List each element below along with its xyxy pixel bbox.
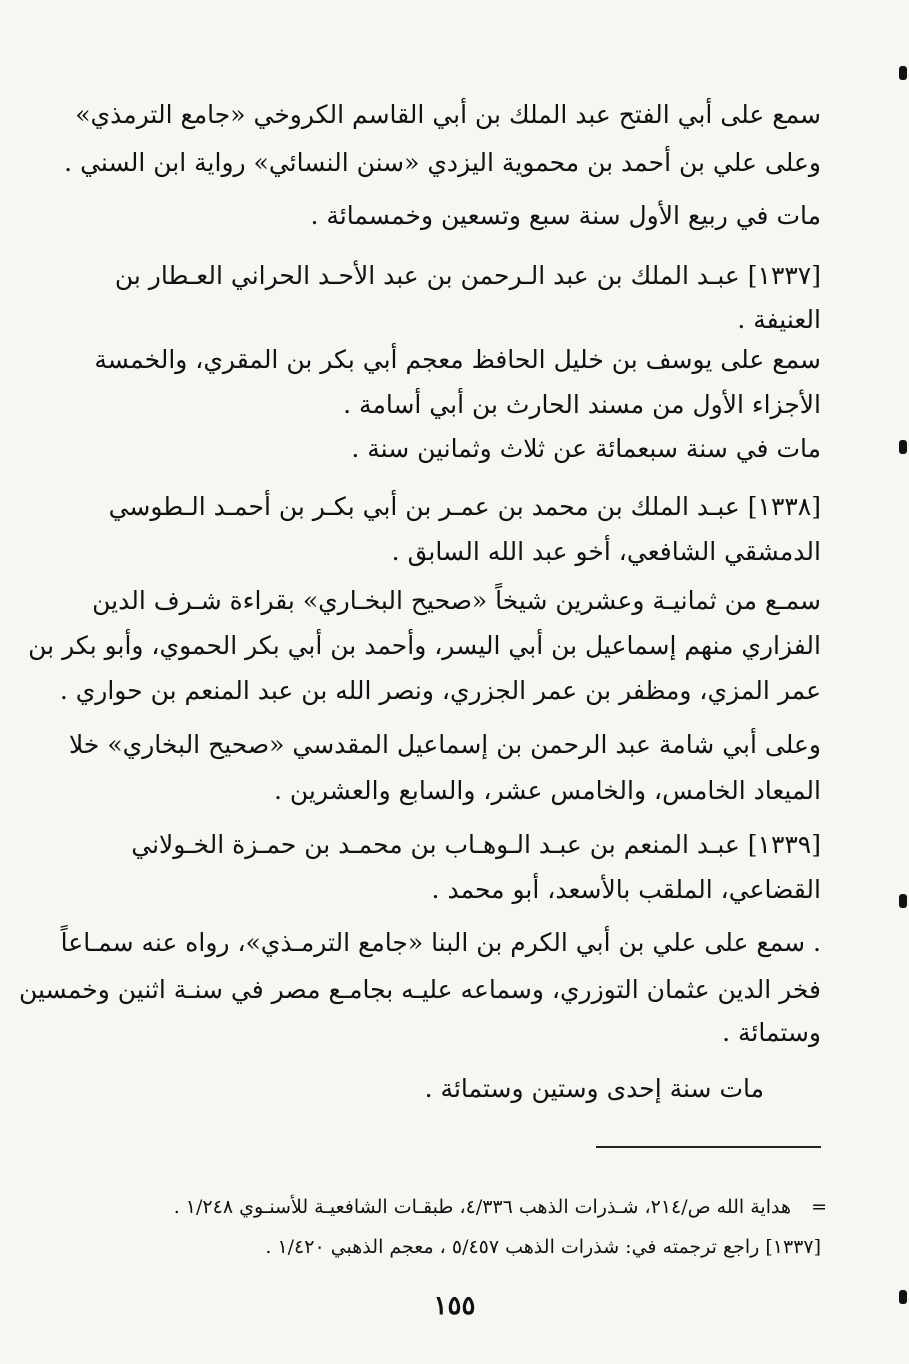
scan-edge-mark [899,894,907,908]
footnote-separator [596,1146,821,1148]
text-line: عمر المزي، ومظفر بن عمر الجزري، ونصر الله بن عبد المنعم بن حواري . [59,676,821,705]
text-line: مات في سنة سبعمائة عن ثلاث وثمانين سنة . [351,434,821,463]
text-line: سمـع من ثمانيـة وعشرين شيخاً «صحيح البخـاري» بقراءة شـرف الدين [92,586,821,615]
text-line: مات في ربيع الأول سنة سبع وتسعين وخمسمائة . [310,201,821,230]
text-line: فخر الدين عثمان التوزري، وسماعه عليـه بجامـع مصر في سنـة اثنين وخمسين [18,975,821,1004]
text-line: . سمع على علي بن أبي الكرم بن البنا «جامع الترمـذي»، رواه عنه سمـاعاً [60,928,821,957]
text-line: مات سنة إحدى وستين وستمائة . [424,1074,764,1103]
text-line: الميعاد الخامس، والخامس عشر، والسابع والعشرين . [274,776,821,805]
entry-heading-1339: [١٣٣٩] عبـد المنعم بن عبـد الـوهـاب بن محمـد بن حمـزة الخـولاني [131,830,821,859]
text-line: الأجزاء الأول من مسند الحارث بن أبي أسامة . [343,390,821,419]
page-number: ١٥٥ [433,1291,476,1321]
footnote-line-2: [١٣٣٧] راجع ترجمته في: شذرات الذهب ٥/٤٥٧ ، معجم الذهبي ١/٤٢٠ . [265,1236,821,1258]
text-line: الدمشقي الشافعي، أخو عبد الله السابق . [391,537,821,566]
scan-edge-mark [899,66,907,80]
text-line: وعلى علي بن أحمد بن محموية اليزدي «سنن النسائي» رواية ابن السني . [64,148,821,177]
scan-edge-mark [899,1290,907,1304]
text-line: العنيفة . [737,305,821,334]
text-line: الفزاري منهم إسماعيل بن أبي اليسر، وأحمد بن أبي بكر الحموي، وأبو بكر بن [28,631,821,660]
scan-edge-mark [899,440,907,454]
text-line: وستمائة . [722,1018,821,1047]
text-line: وعلى أبي شامة عبد الرحمن بن إسماعيل المقدسي «صحيح البخاري» خلا [69,730,821,759]
footnote-marker: = [811,1196,827,1218]
entry-heading-1338: [١٣٣٨] عبـد الملك بن محمد بن عمـر بن أبي بكـر بن أحمـد الـطوسي [108,492,821,521]
entry-heading-1337: [١٣٣٧] عبـد الملك بن عبد الـرحمن بن عبد الأحـد الحراني العـطار بن [114,261,821,290]
text-line: سمع على يوسف بن خليل الحافظ معجم أبي بكر بن المقري، والخمسة [94,345,821,374]
text-line: سمع على أبي الفتح عبد الملك بن أبي القاسم الكروخي «جامع الترمذي» [75,100,821,129]
text-line: القضاعي، الملقب بالأسعد، أبو محمد . [431,875,821,904]
footnote-line-1: هداية الله ص/٢١٤، شـذرات الذهب ٤/٣٣٦، طبقـات الشافعيـة للأسنـوي ١/٢٤٨ . [173,1196,791,1218]
